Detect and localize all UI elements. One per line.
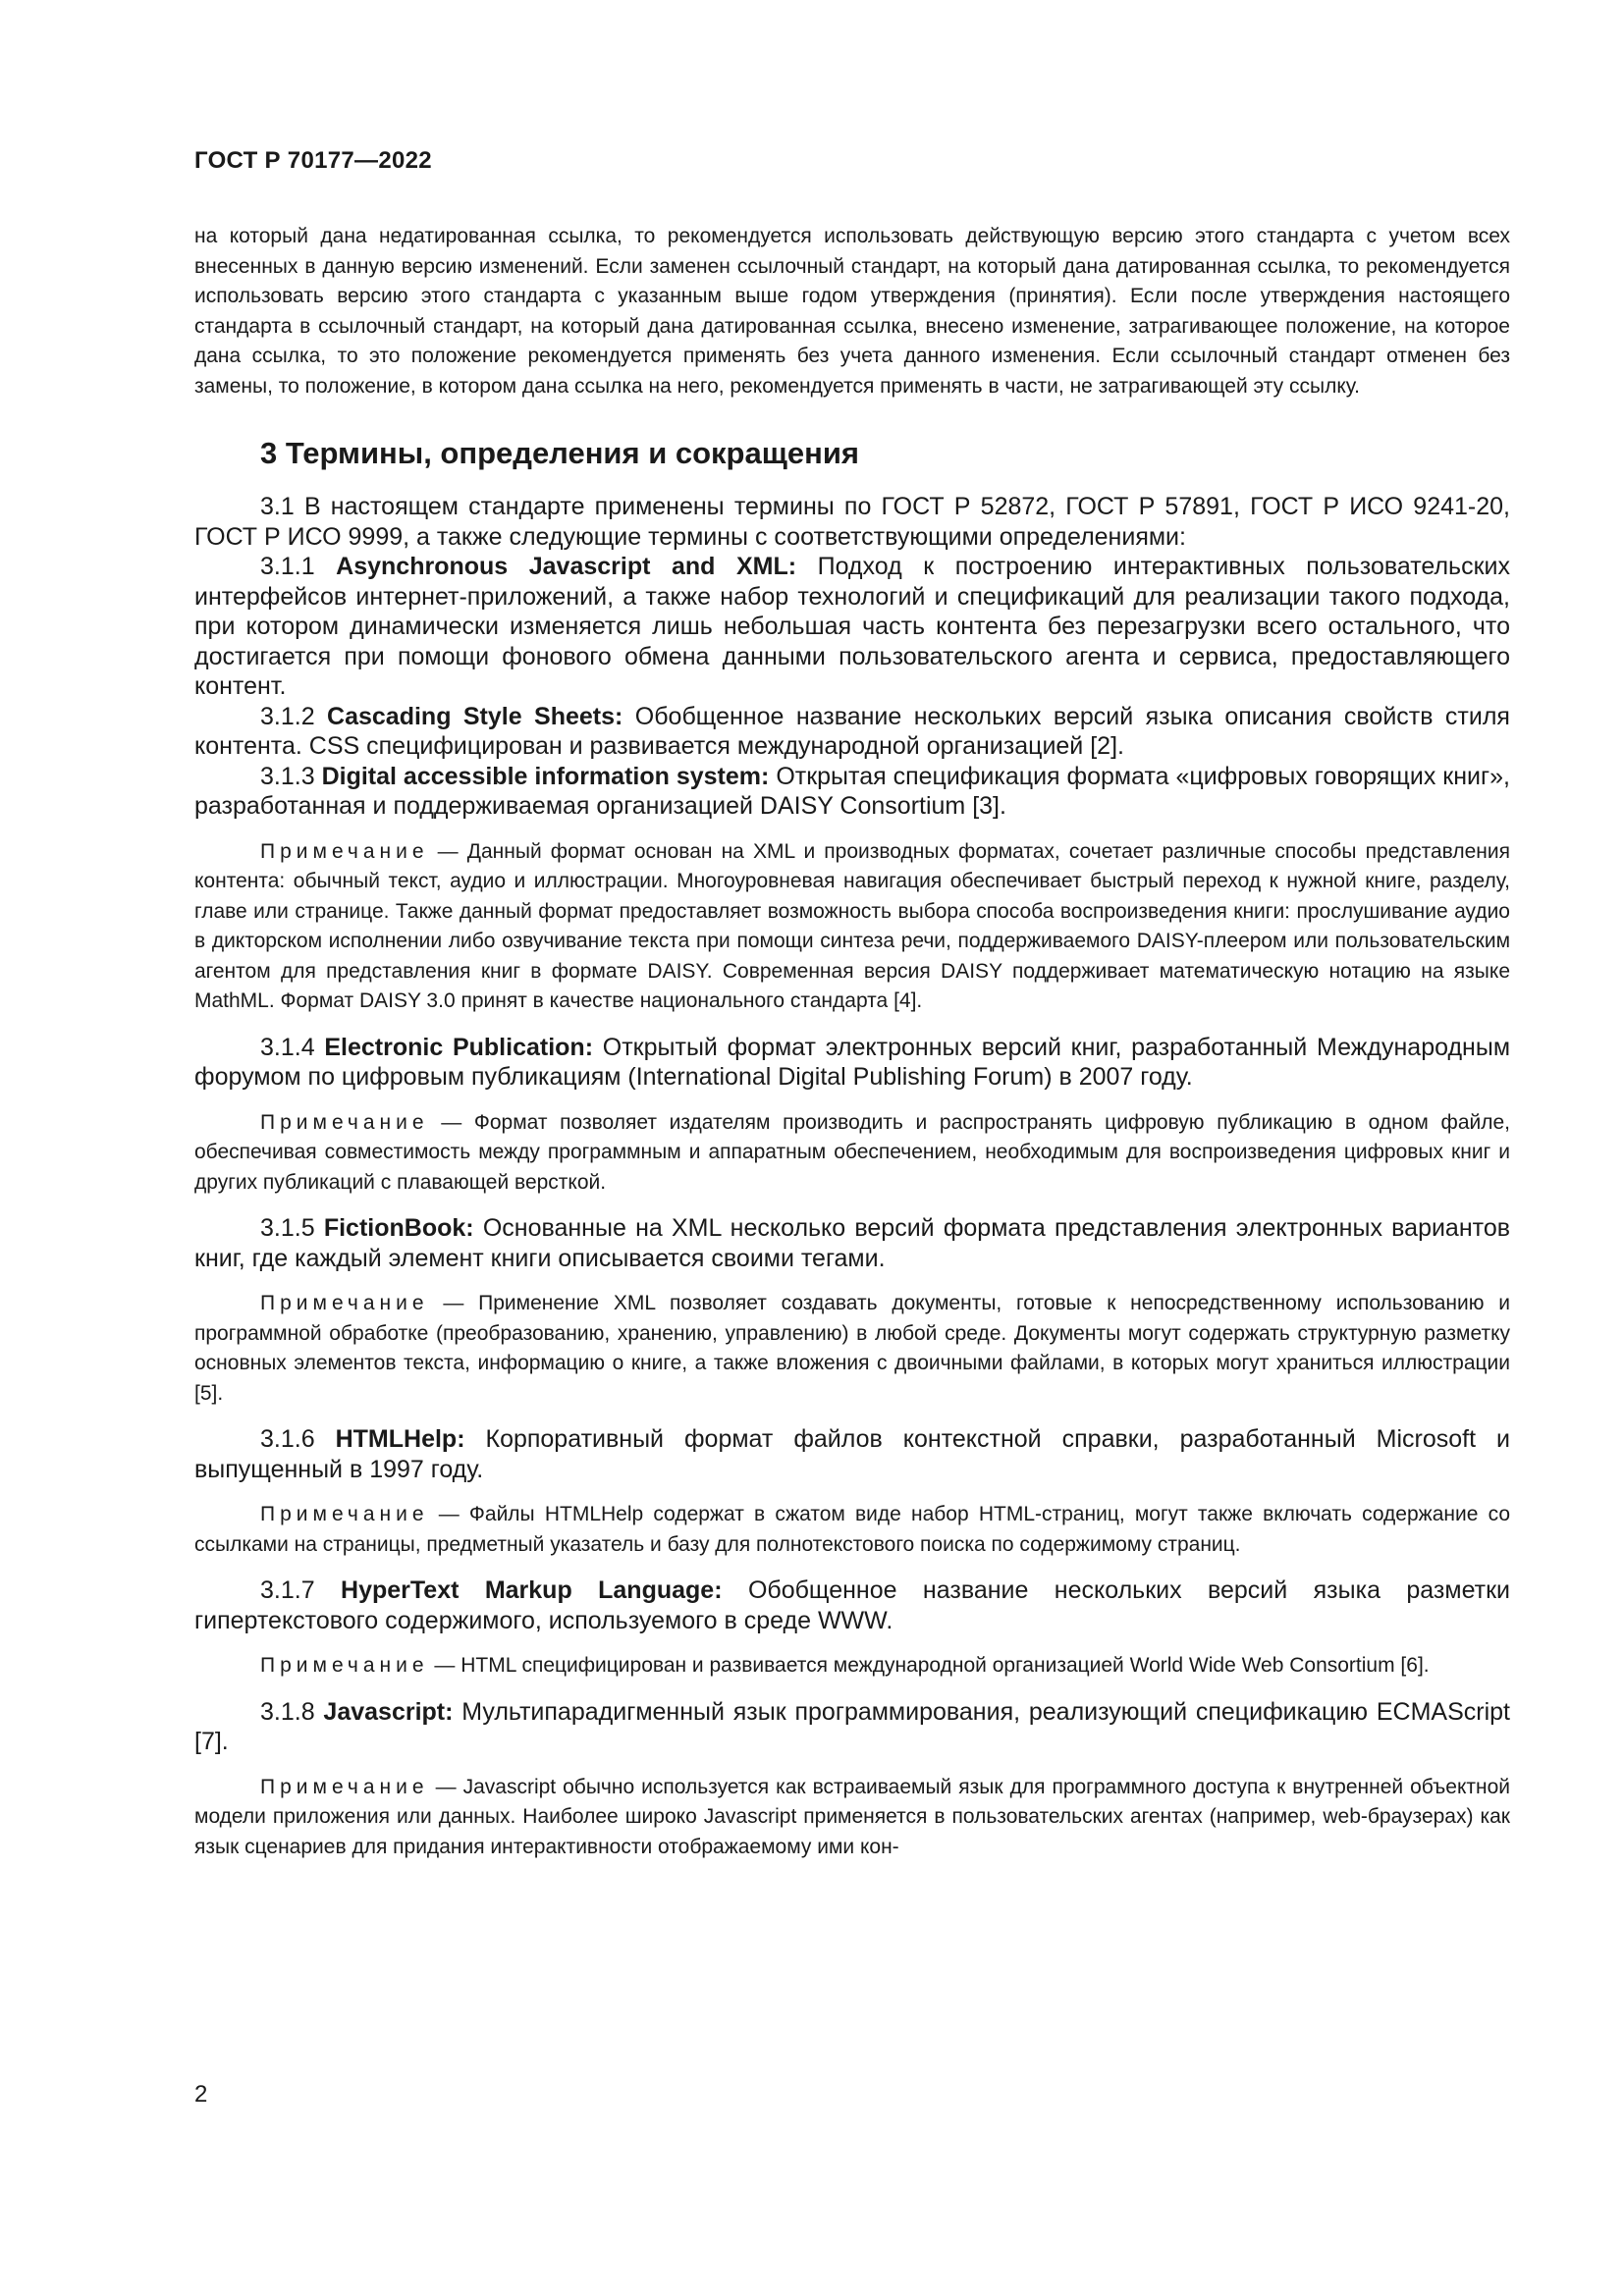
note-text: — Файлы HTMLHelp содержат в сжатом виде набор HTML-страниц, могут также включать содержание со ссылками на страницы, предметный указатель и базу для полнотекстового поиска по содержимому страниц. bbox=[194, 1503, 1510, 1556]
term-number: 3.1.6 bbox=[260, 1425, 315, 1453]
note-text: — Применение XML позволяет создавать документы, готовые к непосредственному использованию и программной обработке (преобразованию, хранению, управлению) в любой среде. Документы могут содержать структурную разметку основных элементов текста, информацию о книге, а также вложения с двоичными файлами, в которых могут храниться иллюстрации [5]. bbox=[194, 1292, 1510, 1405]
term-3-1-2 bbox=[194, 702, 1510, 762]
term-definition: Обобщенное название нескольких версий языка описания свойств стиля контента. CSS специфицирован и развивается международной организацией [2]. bbox=[194, 702, 1510, 760]
term-name: Asynchronous Javascript and XML: bbox=[336, 553, 797, 580]
note-3-1-4 bbox=[194, 1108, 1510, 1199]
note-3-1-7 bbox=[194, 1651, 1510, 1682]
note-text: — Формат позволяет издателям производить и распространять цифровую публикацию в одном файле, обеспечивая совместимость между программным и аппаратным обеспечением, необходимым для воспроизведения цифровых книг и других публикаций с плавающей версткой. bbox=[194, 1110, 1510, 1194]
term-definition: Мультипарадигменный язык программирования, реализующий спецификацию ECMAScript [7]. bbox=[194, 1697, 1510, 1755]
note-3-1-3 bbox=[194, 837, 1510, 1017]
term-definition: Корпоративный формат файлов контекстной справки, разработанный Microsoft и выпущенный в 1997 году. bbox=[194, 1425, 1510, 1483]
term-3-1-7 bbox=[194, 1575, 1510, 1635]
note-label: Примечание bbox=[260, 1654, 429, 1677]
note-text: — Данный формат основан на XML и производных форматах, сочетает различные способы представления контента: обычный текст, аудио и иллюстрации. Многоуровневая навигация обеспечивает быстрый переход к нужной книге, разделу, главе или странице. Также данный формат предоставляет возможность выбора способа воспроизведения книги: прослушивание аудио в дикторском исполнении либо озвучивание текста при помощи синтеза речи, поддерживаемого DAISY-плеером или пользовательским агентом для представления книг в формате DAISY. Современная версия DAISY поддерживает математическую нотацию на языке MathML. Формат DAISY 3.0 принят в качестве национального стандарта [4]. bbox=[194, 839, 1510, 1012]
term-definition: Открытый формат электронных версий книг, разработанный Международным форумом по цифровым публикациям (International Digital Publishing Forum) в 2007 году. bbox=[194, 1033, 1511, 1091]
term-definition: Подход к построению интерактивных пользовательских интерфейсов интернет-приложений, а также набор технологий и спецификаций для реализации такого подхода, при котором динамически изменяется лишь небольшая часть контента без перезагрузки всего остального, что достигается при помощи фонового обмена данными пользовательского агента и сервиса, предоставляющего контент. bbox=[194, 553, 1510, 700]
term-3-1-3 bbox=[194, 762, 1510, 822]
section-title: 3 Термины, определения и сокращения bbox=[260, 436, 859, 470]
term-3-1-6 bbox=[194, 1424, 1510, 1484]
term-name: FictionBook: bbox=[323, 1214, 474, 1242]
note-label: Примечание bbox=[260, 1503, 429, 1525]
term-number: 3.1.7 bbox=[260, 1576, 315, 1604]
intro-paragraph: на который дана недатированная ссылка, то рекомендуется использовать действующую версию этого стандарта с учетом всех внесенных в данную версию изменений. Если заменен ссылочный стандарт, на который дана датированная ссылка, то рекомендуется использовать версию этого стандарта с указанным выше годом утверждения (принятия). Если после утверждения настоящего стандарта в ссылочный стандарт, на который дана датированная ссылка, внесено изменение, затрагивающее положение, на которое дана ссылка, то это положение рекомендуется применять без учета данного изменения. Если ссылочный стандарт отменен без замены, то положение, в котором дана ссылка на него, рекомендуется применять в части, не затрагивающей эту ссылку. bbox=[194, 225, 1510, 398]
term-3-1-1 bbox=[194, 552, 1510, 702]
note-3-1-6 bbox=[194, 1500, 1510, 1560]
note-text: — Javascript обычно используется как встраиваемый язык для программного доступа к внутренней объектной модели приложения или данных. Наиболее широко Javascript применяется в пользовательских агентах (например, web-браузерах) как язык сценариев для придания интерактивности отображаемому ими кон- bbox=[194, 1775, 1510, 1858]
page-content bbox=[194, 222, 1510, 1878]
page-number: 2 bbox=[194, 2081, 208, 2108]
note-label: Примечание bbox=[260, 1292, 429, 1314]
term-3-1-4 bbox=[194, 1033, 1510, 1093]
term-number: 3.1.1 bbox=[260, 553, 315, 580]
term-definition: Открытая спецификация формата «цифровых говорящих книг», разработанная и поддерживаемая организацией DAISY Consortium [3]. bbox=[194, 762, 1510, 820]
term-name: HyperText Markup Language: bbox=[341, 1576, 723, 1604]
term-definition: Основанные на XML несколько версий формата представления электронных вариантов книг, где каждый элемент книги описывается своими тегами. bbox=[194, 1214, 1511, 1272]
note-3-1-5 bbox=[194, 1289, 1510, 1409]
note-label: Примечание bbox=[260, 839, 429, 863]
term-3-1-8 bbox=[194, 1697, 1510, 1757]
term-number: 3.1.5 bbox=[260, 1214, 315, 1242]
term-name: Javascript: bbox=[323, 1697, 454, 1726]
term-number: 3.1.4 bbox=[260, 1033, 315, 1061]
note-3-1-8 bbox=[194, 1773, 1510, 1863]
term-number: 3.1.3 bbox=[260, 762, 315, 790]
term-name: Cascading Style Sheets: bbox=[327, 702, 623, 730]
term-number: 3.1.8 bbox=[260, 1697, 315, 1726]
document-header: ГОСТ Р 70177—2022 bbox=[194, 147, 432, 174]
note-label: Примечание bbox=[260, 1775, 429, 1798]
term-definition: Обобщенное название нескольких версий языка разметки гипертекстового содержимого, используемого в среде WWW. bbox=[194, 1576, 1510, 1634]
term-name: Digital accessible information system: bbox=[321, 762, 770, 790]
term-number: 3.1.2 bbox=[260, 702, 315, 730]
term-3-1-5 bbox=[194, 1213, 1510, 1273]
paragraph-3-1: 3.1 В настоящем стандарте применены термины по ГОСТ Р 52872, ГОСТ Р 57891, ГОСТ Р ИСО 9241-20, ГОСТ Р ИСО 9999, а также следующие термины с соответствующими определениями: bbox=[194, 493, 1510, 551]
note-label: Примечание bbox=[260, 1110, 429, 1134]
term-name: HTMLHelp: bbox=[335, 1425, 465, 1453]
term-name: Electronic Publication: bbox=[324, 1033, 594, 1061]
note-text: — HTML специфицирован и развивается международной организацией World Wide Web Consortium [6]. bbox=[434, 1654, 1430, 1677]
